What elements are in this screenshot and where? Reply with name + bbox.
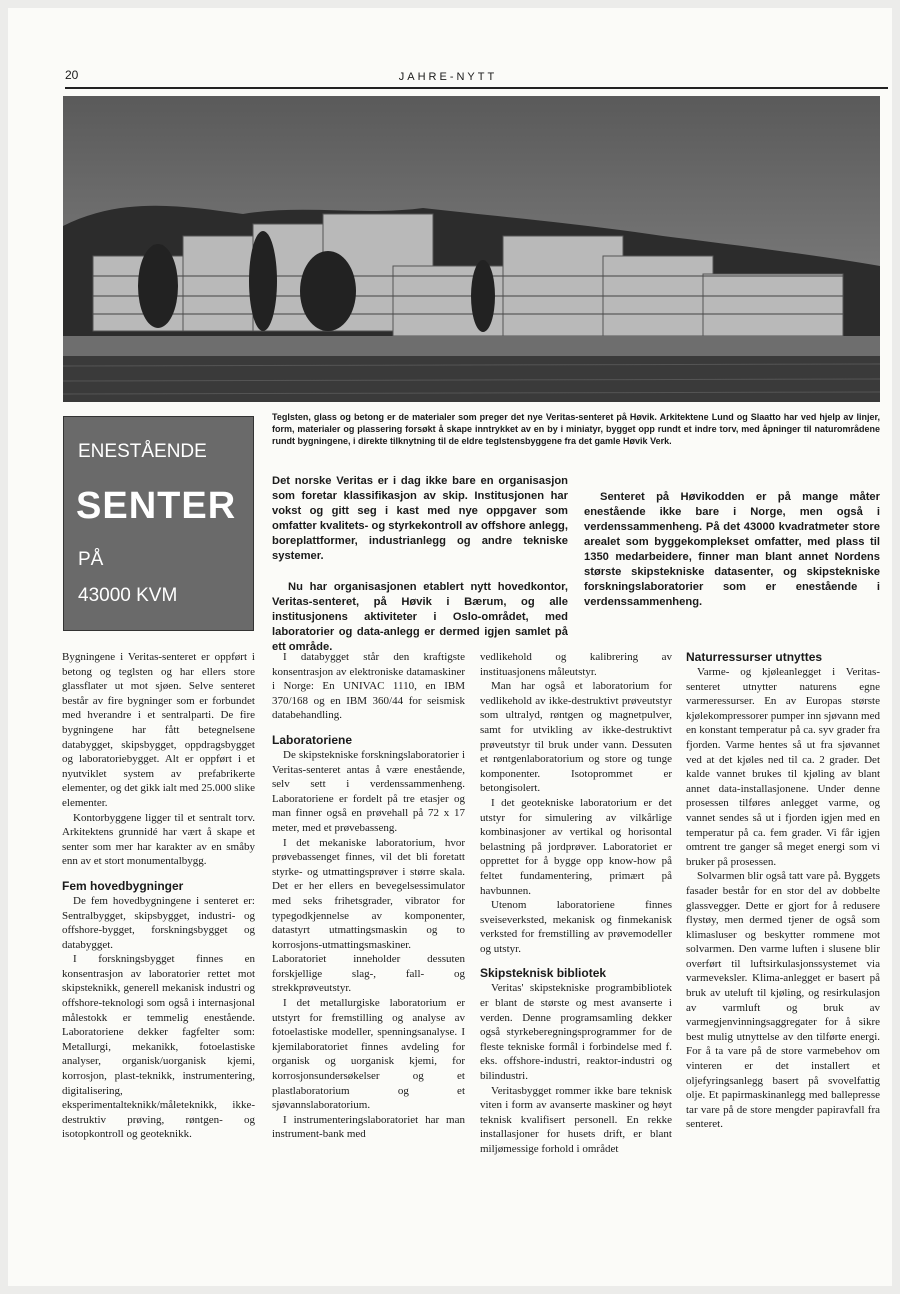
building-photo-illustration [63, 96, 880, 402]
paragraph: De skipstekniske forskningslaboratorier i Veritas-senteret antas å være enestående, selv sett i verdenssammenheng. Laboratoriene er fordelt på tre etasjer og man finner også en prøvehall på 72 x 17 meter, med et prøvebasseng. [272, 748, 465, 834]
title-line-3: PÅ [78, 549, 104, 570]
subheading: Skipsteknisk bibliotek [480, 966, 607, 981]
lead-left [272, 474, 568, 655]
page-number: 20 [65, 68, 79, 82]
paragraph: I det metallurgiske laboratorium er utstyrt for fremstilling og analyse av fotoelastiske modeller, spenningsanalyse. I kjemilaboratoriet finnes avdeling for organisk og uorganisk kjemi, for korrosjonsundersøkelser og et plastlaboratorium og et sjøvannslaboratorium. [272, 997, 465, 1112]
building-photo [63, 96, 880, 402]
title-line-2: SENTER [76, 485, 237, 527]
paragraph: Kontorbyggene ligger til et sentralt torv. Arkitektens grunnidé har vært å skape et senter som mer har karakter av en småby enn av et stort monumentalbygg. [62, 811, 255, 868]
paragraph: I det mekaniske laboratorium, hvor prøvebassenget finnes, vil det bli foretatt styrke- og utmattingsprøver i større skala. Det er her ellers en bevegelsessimulator med seks frihetsgrader, vibrator for typegodkjennelse av komponenter, datastyrt utmattingsmaskin og to korrosjons-utmattingsmaskiner. Laboratoriet inneholder dessuten forskjellige slag-, fall- og strekkprøveutstyr. [272, 836, 465, 995]
photo-caption: Teglsten, glass og betong er de materialer som preger det nye Veritas-senteret på Høvik. Arkitektene Lund og Slaatto har ved hjelp av linjer, form, materialer og plassering forsøkt å skape inntrykket av en by i miniatyr, bygget opp rundt et indre torv, med åpninger til naturområdene rundt bygningene, i direkte tilknytning til de eldre teglstensbyggene fra det gamle Høvik Verk. [272, 412, 880, 446]
column-3 [480, 650, 672, 1157]
column-4 [686, 650, 880, 1132]
paragraph: Veritas' skipstekniske programbibliotek er blant de største og mest avanserte i verden. Denne programsamling dekker også styrkeberegningsprogrammer for de fleste tekniske formål i forbindelse med f. eks. offshore-industri, reaktor-industri og bilindustri. [480, 982, 672, 1083]
paragraph: Utenom laboratoriene finnes sveiseverksted, mekanisk og finmekanisk verksted for fremstilling av prøvemodeller og utstyr. [480, 899, 672, 955]
header-rule [65, 87, 888, 89]
column-1 [62, 650, 255, 1142]
title-line-4: 43000 KVM [78, 585, 178, 606]
title-line-1: ENESTÅENDE [78, 441, 207, 462]
paragraph: Man har også et laboratorium for vedlikehold av ikke-destruktivt prøveutstyr som ultralyd, røntgen og magnetpulver, samt for utvikling av ikke-destruktivt prøveutstyr til bruk under vann. Dessuten et røntgenlaboratorium og store og tunge komponenter. Isotoprommet er betongisolert. [480, 680, 672, 795]
column-2 [272, 650, 465, 1142]
paragraph: Veritasbygget rommer ikke bare teknisk viten i form av avanserte maskiner og høyt teknisk kvalifisert personell. En rekke installasjoner for husets drift, er blant miljømessige forhold i området [480, 1084, 672, 1155]
lead-paragraph: Det norske Veritas er i dag ikke bare en organisasjon som foretar klassifikasjon av skip. Institusjonen har vokst og gitt seg i kast med nye oppgaver som omfatter kvalitets- og styrkekontroll av offshore anlegg, boreplattformer, industrianlegg og andre tekniske systemer. [272, 475, 568, 562]
paragraph: I forskningsbygget finnes en konsentrasjon av laboratorier rettet mot skipsteknikk, generell mekanisk industri og offshore-teknologi som også i internasjonal målestokk er temmelig enestående. Laboratoriene dekker fagfelter som: Metallurgi, mekanikk, fotoelastiske analyser, organisk/uorganisk kjemi, korrosjon, plast-teknikk, instrumentering, digitalisering, eksperimentalteknikk/måleteknikk, ikke-destruktiv prøving, røntgen- og isotopkontroll og geoteknikk. [62, 953, 255, 1141]
paragraph: Bygningene i Veritas-senteret er oppført i betong og teglsten og har ellers store glassflater ut mot sjøen. Selve senteret består av fire bygninger som er forbundet med hverandre i et sentralparti. De fire bygningene har fått betegnelsene databygget, skipsbygget, oppdragsbygget og laboratoriebygget. Alt er oppført i et nyutviklet system av prefabrikerte elementer, og det gikk ialt med 25.000 slike elementer. [62, 651, 255, 809]
lead-paragraph: Senteret på Høvikodden er på mange måter enestående ikke bare i Norge, men også i verdenssammenheng. På det 43000 kvadratmeter store arealet som byggekomplekset omfatter, med plass til 1350 medarbeidere, finner man blant annet Nordens største skipstekniske datasenter, og skipstekniske forskningslaboratorier som er enestående i verdenssammenheng. [584, 491, 880, 608]
paragraph: I det geotekniske laboratorium er det utstyr for simulering av vilkårlige kombinasjoner av vertikal og horisontal belastning på jordprøver. Laboratoriet er opprettet for å bygge opp know-how på feltet fundamentering, primært på havbunnen. [480, 796, 672, 897]
lead-right [584, 490, 880, 610]
running-title: JAHRE-NYTT [398, 71, 498, 83]
paragraph: I databygget står den kraftigste konsentrasjon av elektroniske datamaskiner i Norge: En UNIVAC 1110, en IBM 370/168 og en IBM 360/44 for seismisk databehandling. [272, 651, 465, 722]
lead-paragraph: Nu har organisasjonen etablert nytt hovedkontor, Veritas-senteret, på Høvik i Bærum, og alle institusjonens aktiviteter i Oslo-området, med laboratorier og data-anlegg er dermed igjen samlet på ett område. [272, 581, 568, 653]
title-box [63, 416, 254, 631]
paragraph: Varme- og kjøleanlegget i Veritas-senteret utnytter naturens egne varmeressurser. En av Europas største kjølekompressorer pumper inn sjøvann med en konstant temperatur på ca. syv grader fra fjorden. Varme hentes så ut fra sjøvannet ved at det kjøles ned til ca. 2 grader. Det kalde vannet brukes til kjøling av blant annet data-installasjonene. Under denne prosessen tilføres anlegget varme, og vannet sendes så ut i fjorden igjen med en temperatur på ca. fem grader. Vi får igjen omtrent tre ganger så meget energi som vi bruker på prosessen. [686, 666, 880, 868]
subheading: Naturressurser utnyttes [686, 650, 823, 664]
paragraph: De fem hovedbygningene i senteret er: Sentralbygget, skipsbygget, industri- og offshore-bygget, forskningsbygget og databygget. [62, 894, 255, 951]
subheading: Laboratoriene [272, 732, 353, 747]
paragraph: vedlikehold og kalibrering av instituasjonens måleutstyr. [480, 651, 672, 678]
subheading: Fem hovedbygninger [62, 878, 184, 893]
paragraph: Solvarmen blir også tatt vare på. Byggets fasader består for en stor del av dobbelte glassvegger. Dette er gjort for å redusere flystøy, men dermed tjener de også som klimasluser og beskytter rommene mot solvarmen. Den varme luften i slusene blir overført til luftsirkulasjonssystemet via varmeveksler. Klima-anlegget er basert på bruk av uteluft til kjøling, og resirkulasjon av varmluft og bruk av varmegjenvinningsaggregater for å sikre best mulig utnyttelse av den tilførte energi. For å ta vare på de store varmebehov om vinteren er det installert et oljefyringsanlegg basert på svovelfattig olje. Et papirmaskinanlegg med ballepresse tar vare på de store mengder papiravfall fra senteret. [686, 870, 880, 1131]
paragraph: I instrumenteringslaboratoriet har man instrument-bank med [272, 1113, 465, 1141]
